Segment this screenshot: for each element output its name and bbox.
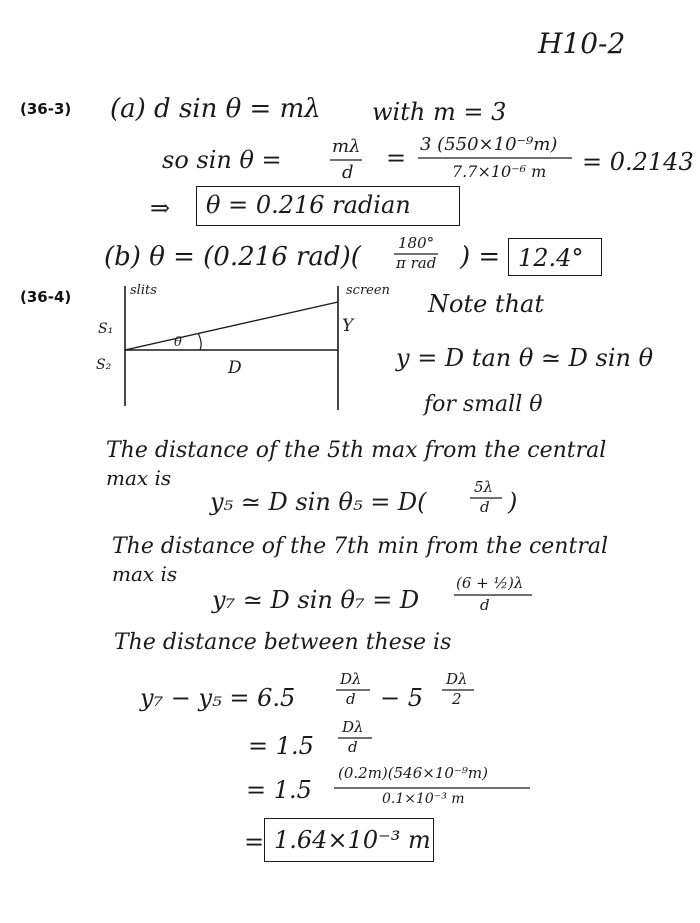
eq1-num: 5λ [474, 478, 494, 496]
eq3-left: y₇ − y₅ = 6.5 [140, 684, 296, 712]
eq1-left: y₅ ≃ D sin θ₅ = D( [210, 488, 427, 516]
screen-label: screen [346, 283, 390, 298]
part-a-so: so sin θ = [162, 146, 282, 174]
part-a-result: = 0.2143 [582, 148, 694, 176]
text-1b: max is [106, 466, 172, 490]
eq1-den: d [480, 498, 490, 516]
note-line1: Note that [428, 290, 544, 318]
s2-label: S₂ [96, 357, 112, 373]
eq3-den2: 2 [452, 690, 462, 708]
theta-label: θ [174, 335, 182, 350]
part-b-close: ) = [460, 242, 501, 272]
conv-den: π rad [396, 254, 437, 272]
frac2-den: 7.7×10⁻⁶ m [452, 162, 547, 181]
conv-num: 180° [398, 234, 435, 252]
text-3: The distance between these is [114, 630, 452, 655]
frac2-num: 3 (550×10⁻⁹m) [420, 134, 558, 155]
part-b-equation: (b) θ = (0.216 rad)( [104, 242, 361, 272]
answer-a: θ = 0.216 radian [206, 191, 411, 219]
eq4-den: d [348, 738, 358, 756]
eq2-num: (6 + ½)λ [456, 574, 524, 592]
eq3-num2: Dλ [446, 670, 468, 688]
eq2-left: y₇ ≃ D sin θ₇ = D [212, 586, 420, 614]
text-1: The distance of the 5th max from the central [106, 438, 607, 463]
eq3-minus: − 5 [380, 684, 424, 712]
answer-36-4: 1.64×10⁻³ m [274, 826, 431, 854]
eq2-den: d [480, 596, 490, 614]
eq1-close: ) [508, 488, 518, 516]
note-line2: y = D tan θ ≃ D sin θ [396, 344, 654, 372]
text-2: The distance of the 7th min from the central [112, 534, 608, 559]
note-line3: for small θ [424, 392, 543, 417]
frac1-num: mλ [332, 136, 361, 157]
answer-b: 12.4° [518, 244, 584, 272]
part-a-eq-sign: = [386, 144, 407, 172]
eq4-left: = 1.5 [248, 732, 314, 760]
eq6-equals: = [244, 828, 265, 856]
s1-label: S₁ [98, 321, 114, 337]
implies-arrow: ⇒ [150, 194, 171, 222]
problem-label-36-4: (36-4) [20, 288, 72, 306]
y-label: Y [342, 316, 354, 336]
eq3-num1: Dλ [340, 670, 362, 688]
slits-label: slits [130, 283, 157, 298]
problem-label-36-3: (36-3) [20, 100, 72, 118]
text-2b: max is [112, 562, 178, 586]
part-a-with: with m = 3 [372, 98, 507, 126]
frac1-den: d [342, 162, 354, 183]
eq3-den1: d [346, 690, 356, 708]
d-label: D [228, 358, 242, 378]
eq5-left: = 1.5 [246, 776, 312, 804]
eq4-num: Dλ [342, 718, 364, 736]
page-code: H10-2 [538, 27, 626, 60]
part-a-equation: (a) d sin θ = mλ [110, 94, 321, 124]
eq5-num: (0.2m)(546×10⁻⁹m) [338, 764, 488, 782]
eq5-den: 0.1×10⁻³ m [382, 791, 465, 807]
